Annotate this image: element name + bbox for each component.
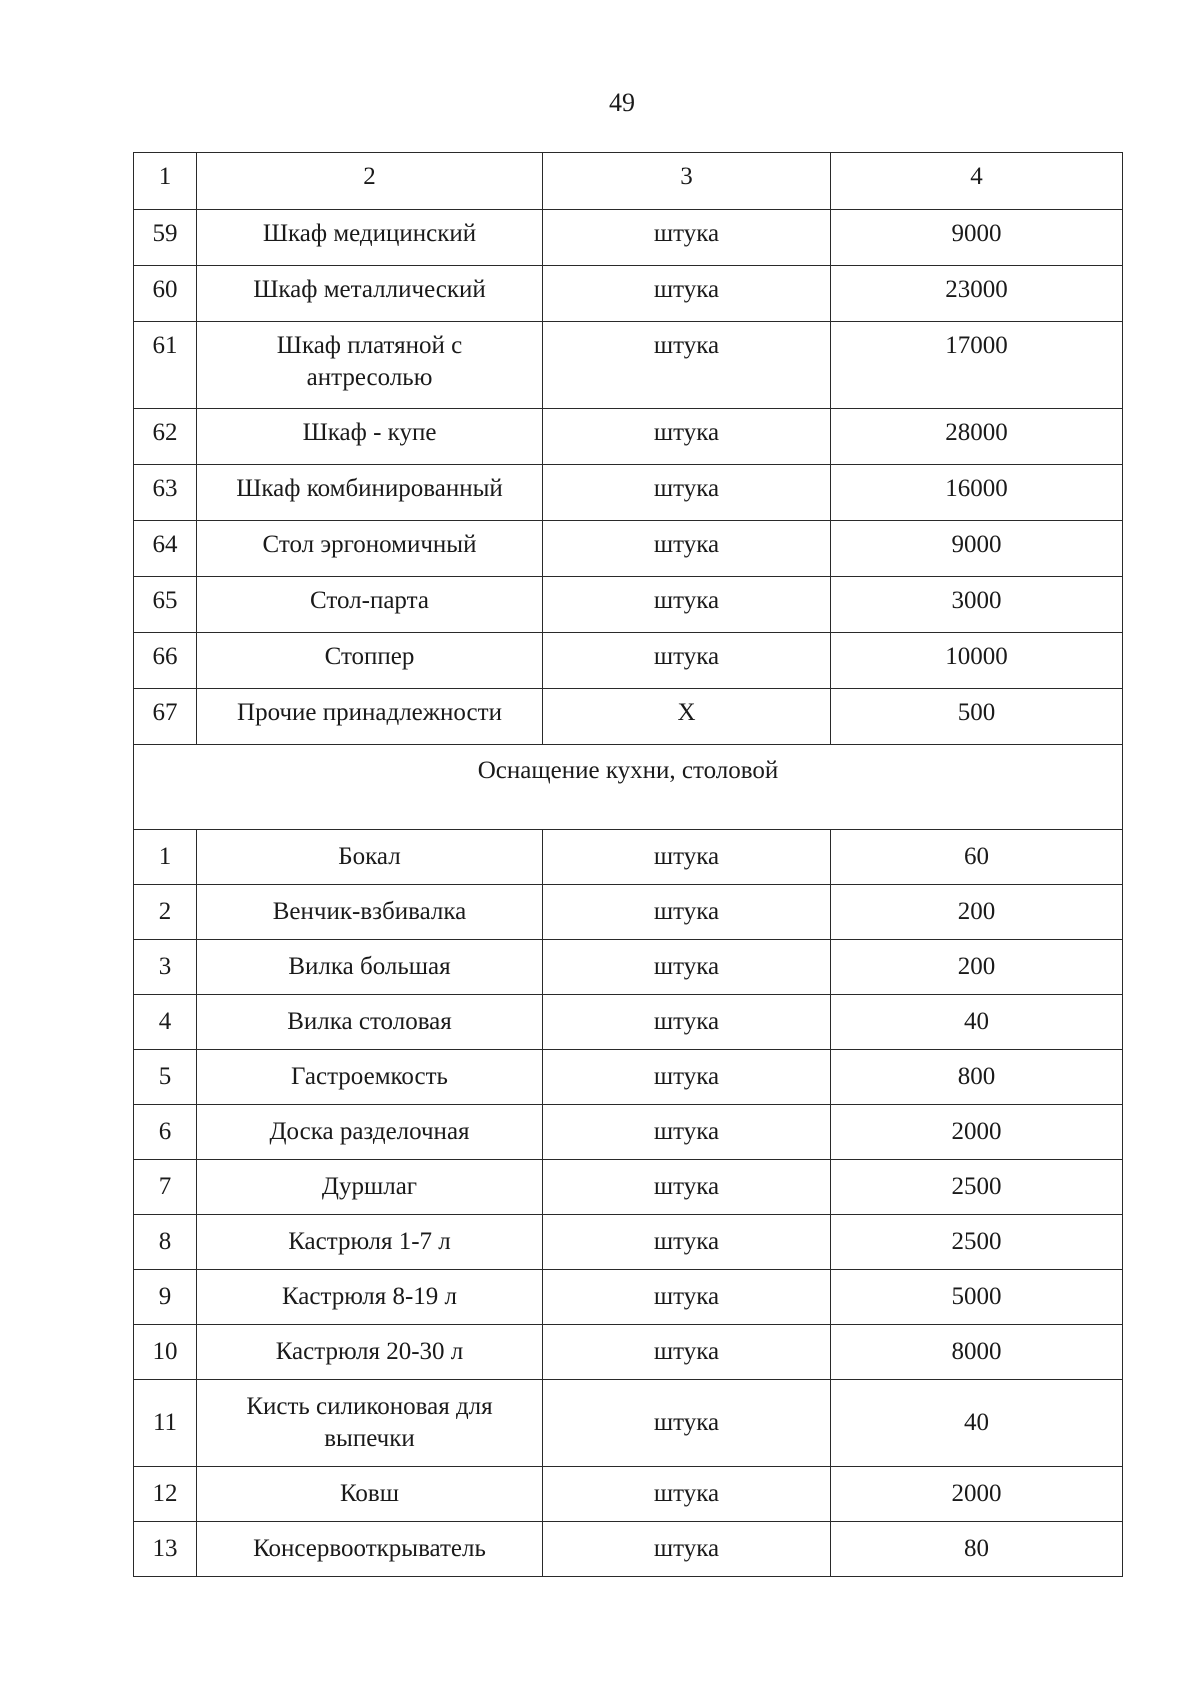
price-table <box>133 152 1123 1577</box>
row-number: 61 <box>134 322 197 409</box>
row-number: 59 <box>134 210 197 266</box>
row-number: 60 <box>134 266 197 322</box>
row-number: 62 <box>134 409 197 465</box>
item-price: 23000 <box>831 266 1123 322</box>
table-row <box>134 885 1123 940</box>
column-header: 1 <box>134 153 197 210</box>
item-price: 8000 <box>831 1325 1123 1380</box>
table-row <box>134 995 1123 1050</box>
item-price: 60 <box>831 830 1123 885</box>
item-unit: штука <box>543 885 831 940</box>
item-unit: штука <box>543 1160 831 1215</box>
item-unit: штука <box>543 1325 831 1380</box>
item-unit: штука <box>543 995 831 1050</box>
item-price: 80 <box>831 1522 1123 1577</box>
table-row <box>134 465 1123 521</box>
item-name: Шкаф - купе <box>197 409 543 465</box>
item-name: Кисть силиконовая для выпечки <box>197 1380 543 1467</box>
row-number: 11 <box>134 1380 197 1467</box>
table-row <box>134 1325 1123 1380</box>
item-unit: штука <box>543 1380 831 1467</box>
table-row <box>134 409 1123 465</box>
table-row <box>134 577 1123 633</box>
item-price: 2500 <box>831 1160 1123 1215</box>
row-number: 7 <box>134 1160 197 1215</box>
item-price: 9000 <box>831 210 1123 266</box>
row-number: 10 <box>134 1325 197 1380</box>
section-title: Оснащение кухни, столовой <box>134 745 1123 830</box>
table-row <box>134 210 1123 266</box>
item-name: Венчик-взбивалка <box>197 885 543 940</box>
table-row <box>134 830 1123 885</box>
table-row <box>134 633 1123 689</box>
item-unit: штука <box>543 1105 831 1160</box>
table-row <box>134 1105 1123 1160</box>
item-name: Шкаф медицинский <box>197 210 543 266</box>
row-number: 65 <box>134 577 197 633</box>
table-row <box>134 1380 1123 1467</box>
item-unit: Х <box>543 689 831 745</box>
row-number: 5 <box>134 1050 197 1105</box>
item-name: Консервооткрыватель <box>197 1522 543 1577</box>
table-row <box>134 940 1123 995</box>
table-row <box>134 1270 1123 1325</box>
table-row <box>134 1522 1123 1577</box>
row-number: 1 <box>134 830 197 885</box>
table-header-row <box>134 153 1123 210</box>
row-number: 3 <box>134 940 197 995</box>
row-number: 66 <box>134 633 197 689</box>
item-name: Шкаф комбинированный <box>197 465 543 521</box>
table-row <box>134 266 1123 322</box>
item-unit: штука <box>543 266 831 322</box>
item-price: 2000 <box>831 1105 1123 1160</box>
item-name: Кастрюля 8-19 л <box>197 1270 543 1325</box>
item-name: Кастрюля 1-7 л <box>197 1215 543 1270</box>
row-number: 2 <box>134 885 197 940</box>
item-price: 17000 <box>831 322 1123 409</box>
item-name: Гастроемкость <box>197 1050 543 1105</box>
item-price: 200 <box>831 885 1123 940</box>
item-name: Стол эргономичный <box>197 521 543 577</box>
item-unit: штука <box>543 465 831 521</box>
table-row <box>134 322 1123 409</box>
item-name: Доска разделочная <box>197 1105 543 1160</box>
table-row <box>134 689 1123 745</box>
item-name: Бокал <box>197 830 543 885</box>
row-number: 9 <box>134 1270 197 1325</box>
table-row <box>134 521 1123 577</box>
item-unit: штука <box>543 1270 831 1325</box>
row-number: 63 <box>134 465 197 521</box>
item-unit: штука <box>543 633 831 689</box>
item-price: 2000 <box>831 1467 1123 1522</box>
item-name: Ковш <box>197 1467 543 1522</box>
item-price: 2500 <box>831 1215 1123 1270</box>
item-unit: штука <box>543 409 831 465</box>
table-row <box>134 1467 1123 1522</box>
item-price: 40 <box>831 1380 1123 1467</box>
column-header: 4 <box>831 153 1123 210</box>
item-price: 16000 <box>831 465 1123 521</box>
item-price: 28000 <box>831 409 1123 465</box>
item-unit: штука <box>543 322 831 409</box>
column-header: 3 <box>543 153 831 210</box>
item-price: 200 <box>831 940 1123 995</box>
row-number: 4 <box>134 995 197 1050</box>
item-price: 10000 <box>831 633 1123 689</box>
item-unit: штука <box>543 521 831 577</box>
item-price: 800 <box>831 1050 1123 1105</box>
row-number: 13 <box>134 1522 197 1577</box>
row-number: 6 <box>134 1105 197 1160</box>
item-name: Шкаф платяной с антресолью <box>197 322 543 409</box>
row-number: 67 <box>134 689 197 745</box>
row-number: 8 <box>134 1215 197 1270</box>
item-unit: штука <box>543 830 831 885</box>
item-price: 9000 <box>831 521 1123 577</box>
section-heading-row <box>134 745 1123 830</box>
item-unit: штука <box>543 210 831 266</box>
item-name: Вилка большая <box>197 940 543 995</box>
column-header: 2 <box>197 153 543 210</box>
item-name: Дуршлаг <box>197 1160 543 1215</box>
item-unit: штука <box>543 1215 831 1270</box>
page-number: 49 <box>609 88 635 117</box>
row-number: 64 <box>134 521 197 577</box>
item-name: Шкаф металлический <box>197 266 543 322</box>
table-row <box>134 1215 1123 1270</box>
table-row <box>134 1160 1123 1215</box>
row-number: 12 <box>134 1467 197 1522</box>
item-name: Прочие принадлежности <box>197 689 543 745</box>
item-unit: штука <box>543 1467 831 1522</box>
item-name: Кастрюля 20-30 л <box>197 1325 543 1380</box>
item-unit: штука <box>543 1522 831 1577</box>
item-name: Стол-парта <box>197 577 543 633</box>
table-row <box>134 1050 1123 1105</box>
item-price: 40 <box>831 995 1123 1050</box>
item-price: 5000 <box>831 1270 1123 1325</box>
item-name: Вилка столовая <box>197 995 543 1050</box>
item-price: 3000 <box>831 577 1123 633</box>
item-price: 500 <box>831 689 1123 745</box>
item-unit: штука <box>543 1050 831 1105</box>
item-name: Стоппер <box>197 633 543 689</box>
item-unit: штука <box>543 577 831 633</box>
item-unit: штука <box>543 940 831 995</box>
